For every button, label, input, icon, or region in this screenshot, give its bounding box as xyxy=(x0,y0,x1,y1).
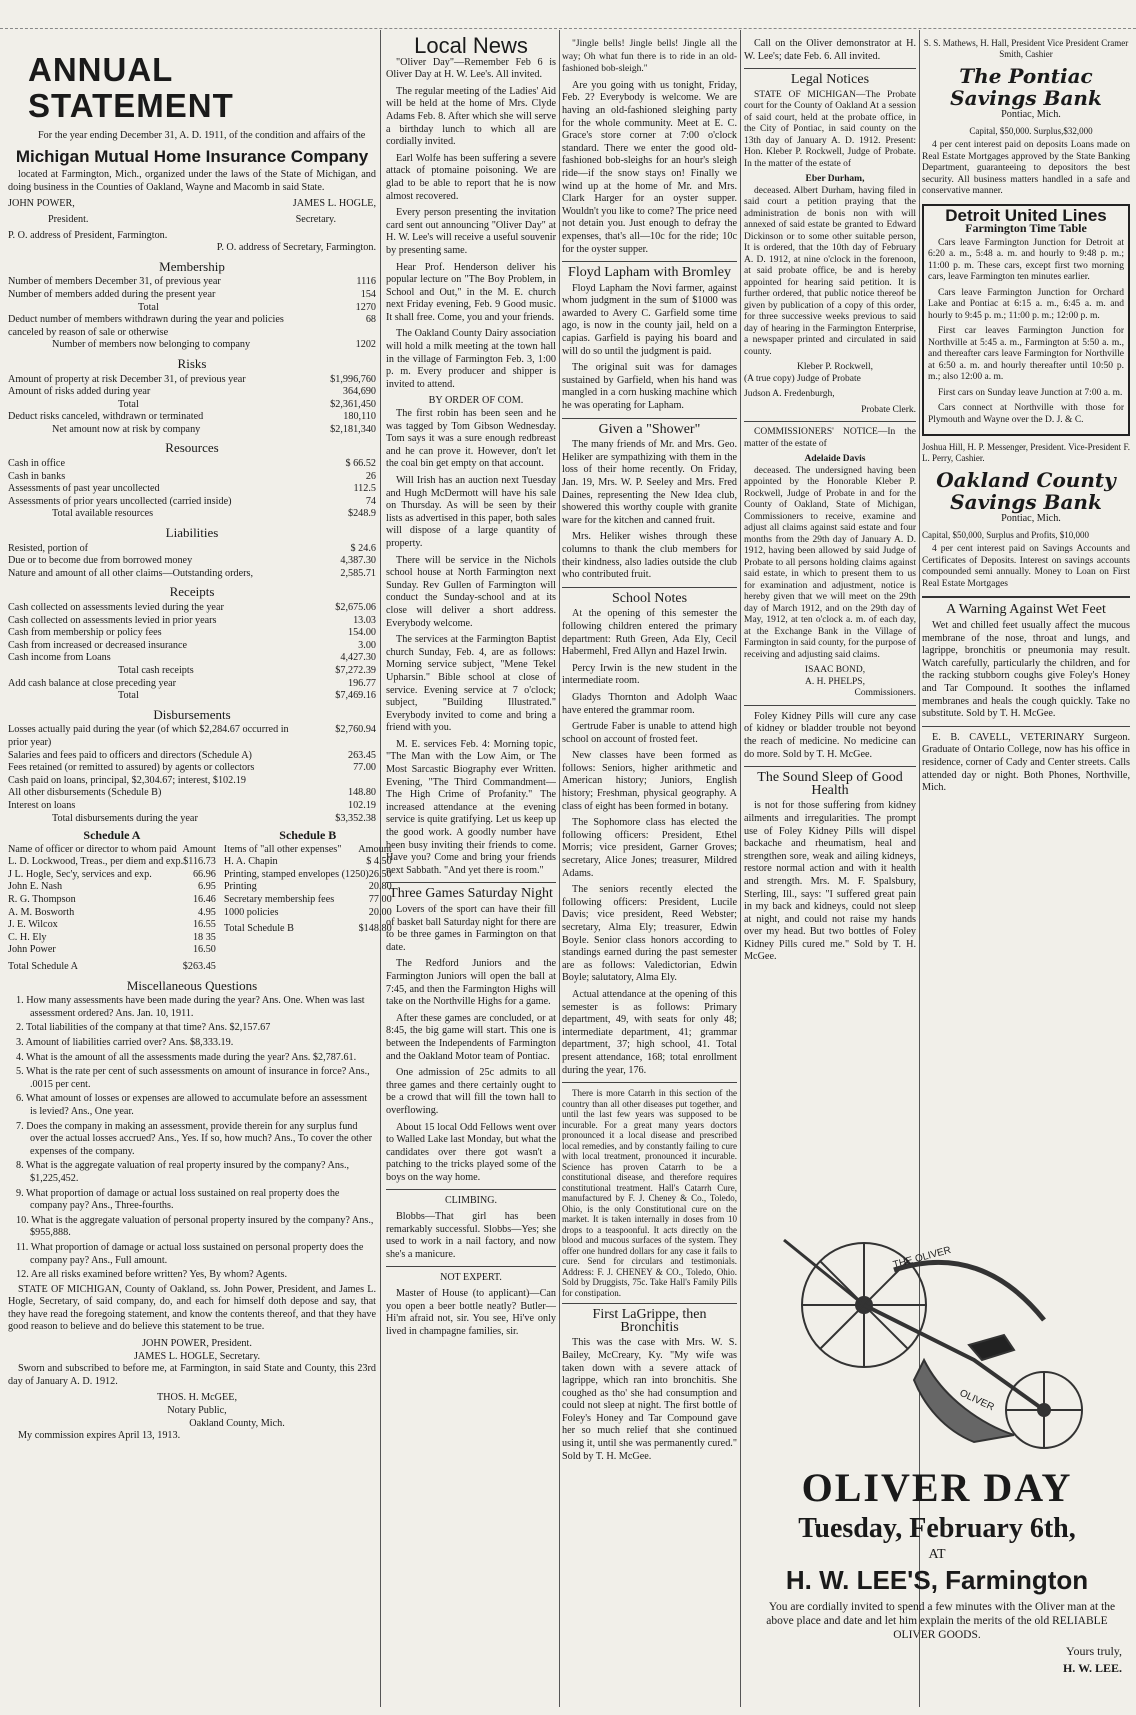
news-item: Floyd Lapham the Novi farmer, against whom judgment in the sum of $1000 was awarded to Avery C. Garfield some time ago, is now in the county jail, held on a capias. Garfield is paying his board and will do so until the judgment is paid. xyxy=(562,282,737,357)
oakland-bank-name: Oakland County Savings Bank xyxy=(936,468,1116,515)
table-row: H. A. Chapin $ 4.50 xyxy=(223,856,392,868)
po-president: P. O. address of President, Farmington. xyxy=(8,229,168,241)
ad-signoff: Yours truly, xyxy=(1065,1644,1122,1658)
commissioners-estate-name: Adelaide Davis xyxy=(804,454,866,465)
table-row: Secretary membership fees 77 00 xyxy=(223,894,392,906)
oakland-capital: Capital, $50,000, Surplus and Profits, $10,000 xyxy=(922,529,1089,540)
table-row: John E. Nash 6.95 xyxy=(8,881,216,893)
table-row: Cash from membership or policy fees 154.00 xyxy=(8,627,376,639)
list-item: 7. Does the company in making an assessment, provide therein for any surplus fund over the actual losses accrued? Ans., Yes. If so, how much? Ans., To cover the other expenses of the company. xyxy=(16,1120,372,1157)
catarrh-ad: There is more Catarrh in this section of the country than all other diseases put together, and until the last few years was supposed to be incurable. For a great many years doctors pronounced it a local disease and prescribed local remedies, and by constantly failing to cure with local treatment, pronounced it incurable. Science has proven Catarrh to be a constitutional disease, and therefore requires constitutional treatment. Hall's Catarrh Cure, manufactured by F. J. Cheney & Co., Toledo, Ohio, is the only Constitutional cure on the market. It is taken internally in doses from 10 drops to a teaspoonful. It acts directly on the blood and mucous surfaces of the system. They offer one hundred dollars for any case it fails to cure. Send for circulars and testimonials. Address: F. J. CHENEY & CO., Toledo, Ohio. Sold by Druggists, 75c. Take Hall's Family Pills for constipation. xyxy=(562,1088,737,1298)
news-item: The services at the Farmington Baptist church Sunday, Feb. 4, are as follows: Morning service subject, "Mene Tekel Upharsin." Bible school at close of service. Evening service at 7 o'clock; subject, "Building Illustrated." Everybody invited to come and bring a friend with you. xyxy=(386,634,556,734)
schedules xyxy=(8,828,392,974)
liabilities-heading: Liabilities xyxy=(165,525,219,541)
ad-title: OLIVER DAY xyxy=(801,1465,1073,1510)
oliver-day-advertisement xyxy=(744,1210,1130,1705)
divider xyxy=(922,596,1130,598)
news-item: Earl Wolfe has been suffering a severe attack of ptomaine poisoning. We are glad to be able to report that he is now almost recovered. xyxy=(386,152,556,202)
table-row: Printing, stamped envelopes (1250) 26.50 xyxy=(223,868,392,880)
table-row: Amount of property at risk December 31, of previous year $1,996,760 xyxy=(8,373,376,385)
commissioner-2: A. H. PHELPS, xyxy=(805,676,865,687)
table-row: Losses actually paid during the year (of which $2,284.67 occurred in prior year) $2,760.94 xyxy=(8,724,376,748)
table-row: Resisted, portion of $ 24.6 xyxy=(8,542,376,554)
local-news-column xyxy=(386,33,556,1705)
table-row: Total disbursements during the year $3,352.38 xyxy=(52,812,376,824)
commission-expiry: My commission expires April 13, 1913. xyxy=(18,1430,181,1442)
table-row: Number of members December 31, of previous year 1116 xyxy=(8,276,376,288)
liabilities-table xyxy=(8,543,376,581)
list-item: 9. What proportion of damage or actual loss sustained on real property does the company pay? Ans., Three-fourths. xyxy=(16,1187,340,1212)
table-row: Cash paid on loans, principal, $2,304.67; interest, $102.19 xyxy=(8,774,246,786)
annual-statement-column xyxy=(8,38,392,1705)
news-item: New classes have been formed as follows: Seniors, higher arithmetic and American history; Juniors, English history; Freshman, physical geography. A class of eight has been formed in botany. xyxy=(562,750,737,812)
oath-signature-2: JAMES L. HOGLE, Secretary. xyxy=(133,1350,261,1362)
column-rule xyxy=(559,30,560,1707)
table-row: All other disbursements (Schedule B) 148.80 xyxy=(8,787,376,799)
table-row: Cash in office $ 66.52 xyxy=(8,458,376,470)
news-item: Master of House (to applicant)—Can you open a beer bottle neatly? Butler—Hi'm afraid not, sir. You see, Hi've only lived in champagne families, sir. xyxy=(386,1288,556,1337)
oliver-call: Call on the Oliver demonstrator at H. W. Lee's; date Feb. 6. All invited. xyxy=(744,38,916,62)
news-order: BY ORDER OF COM. xyxy=(428,395,524,407)
schedule-b xyxy=(224,829,392,974)
pontiac-bank-body: 4 per cent interest paid on deposits Loans made on Real Estate Mortgages approved by the State Banking Department, guaranteeing to depositors the best security. All business matters handled in a safe and conservative manner. xyxy=(922,140,1130,197)
climbing-heading: CLIMBING. xyxy=(445,1195,497,1207)
news-item: M. E. services Feb. 4: Morning topic, "The Man with the Low Aim, or The Most Sarcastic Biography ever Written. Evening, "The Third Commandment—The High Crime of Profanity." The increased attendance at the evening service is quite gratifying. Let us keep up the good work. A goodly number have been busy inviting their friends to come. Have you? Come and bring your friends next Sabbath. "And yet there is room." xyxy=(386,738,556,876)
school-heading: School Notes xyxy=(611,590,688,606)
commissioner-1: ISAAC BOND, xyxy=(804,665,866,676)
list-item: First car leaves Farmington Junction for Northville at 5:45 a. m., Farmington at 5:50 a. m., and thereafter cars leave Farmington for Northville at 6:50 a. m. and hourly thereafter until 10:50 p. m.; also 12:00 a. m. xyxy=(928,326,1124,383)
notary-county: Oakland County, Mich. xyxy=(189,1417,285,1429)
probate-notice-body: deceased. Albert Durham, having filed in said court a petition praying that the administration de bonis non with will annexed of said estate be granted to Edward Dickinson or to some other suitable person, It is ordered, that the 10th day of February A. D. 1912, at nine o'clock in the forenoon, at said probate office, be and is hereby appointed for hearing said petition. It is further ordered, that public notice thereof be given by publication of a copy of this order, for three successive weeks previous to said day of hearing in the Farmington Enterprise, a newspaper printed and circulated in said county. xyxy=(744,185,916,357)
pontiac-officers: S. S. Mathews, H. Hall, President Vice President Cramer Smith, Cashier xyxy=(923,38,1129,59)
oath-signature-1: JOHN POWER, President. xyxy=(142,1338,252,1350)
commissioners-notice: deceased. The undersigned having been appointed by the Honorable Kleber P. Rockwell, Judge of Probate in and for the County of Oakland, State of Michigan, Commissioners to receive, examine and adjust all claims against said estate and four months from the 29th day of January A. D. 1912, having been allowed by said Judge of Probate to all persons holding claims against said estate, in which to present them to us for examination and adjustment, notice is hereby given that we will meet on the 29th day of March 1912, and on the 29th day of May, 1912, at ten o'clock a. m. of each day, at the Exchange Bank in the Village of Farmington in said county, for the purpose of receiving and adjusting said claims. xyxy=(744,465,916,660)
list-item: 11. What proportion of damage or actual loss sustained on personal property does the company pay? Ans., Full amount. xyxy=(16,1241,364,1266)
table-row: Cash income from Loans 4,427.30 xyxy=(8,652,376,664)
company-location: located at Farmington, Mich., organized under the laws of the State of Michigan, and doing business in the Counties of Oakland, Wayne and Macomb in said State. xyxy=(8,169,376,193)
news-item: Are you going with us tonight, Friday, Feb. 2? Everybody is welcome. We are having an old-fashioned sleighing party for the whole community. Meet at E. C. Grace's store corner at 7:00 o'clock standard. There we enter the good old-fashioned bob-sleighs for an hour's sleigh ride—if the snow stays on! Finally we wind up at the home of Mr. and Mrs. Clark Harger for an oyster supper. Wouldn't you like to come? The price need not detain you. Just enough to defray the expenses, that's all—10c for the ride; 10c for the oyster supper. xyxy=(562,79,737,255)
table-row: Add cash balance at close preceding year 196.77 xyxy=(8,677,376,689)
receipts-heading: Receipts xyxy=(169,584,215,600)
page-top-edge xyxy=(0,0,1136,29)
disbursements-table xyxy=(8,724,376,825)
ad-date: Tuesday, February 6th, xyxy=(798,1513,1076,1544)
news-item: The Oakland County Dairy association will hold a milk meeting at the town hall in the village of Farmington Feb. 3, 1:00 p. m. Every producer and shipper is invited to attend. xyxy=(386,328,556,390)
questions-list xyxy=(8,995,376,1281)
president-name: JOHN POWER, xyxy=(8,198,75,210)
probate-estate-name: Eber Durham, xyxy=(805,174,865,185)
list-item: 6. What amount of losses or expenses are allowed to accumulate before an assessment is levied? Ans., One year. xyxy=(16,1093,368,1117)
list-item: 4. What is the amount of all the assessments made during the year? Ans. $2,787.61. xyxy=(16,1051,357,1063)
table-row: Total $2,361,450 xyxy=(118,398,376,410)
wet-feet-heading: A Warning Against Wet Feet xyxy=(946,602,1106,618)
list-item: 3. Amount of liabilities carried over? Ans. $8,333.19. xyxy=(16,1037,234,1048)
dul-subtitle: Farmington Time Table xyxy=(965,221,1087,236)
divider xyxy=(562,1303,737,1304)
table-row: Due or to become due from borrowed money 4,387.30 xyxy=(8,555,376,567)
pontiac-capital: Capital, $50,000. Surplus,$32,000 xyxy=(969,125,1093,136)
kidney-ad: Foley Kidney Pills will cure any case of kidney or bladder trouble not beyond the reach of medicine. No medicine can do more. Sold by T. H. McGee. xyxy=(744,710,916,760)
table-row: Fees retained (or remitted to assured) by agents or collectors 77.00 xyxy=(8,762,376,774)
news-column-3 xyxy=(562,38,737,1705)
sleep-ad: is not for those suffering from kidney ailments and irregularities. The prompt use of Foley Kidney Pills will dispel backache and rheumatism, heal and strengthen sore, weak and ailing kidneys, restore normal action and with it health and strength. Mrs. M. F. Spalsbury, Sterling, Ill., says: "I suffered great pain in my back and kidneys, could not sleep at night, and could not raise my hands over my head. But two bottles of Foley Kidney Pills cured me." Sold by T. H. McGee. xyxy=(744,800,916,963)
oath-text: STATE OF MICHIGAN, County of Oakland, ss. John Power, President, and James L. Hogle, Secretary, of said company, do, and each for himself doth depose and say, that they have read the foregoing statement, and know the contents thereof, and that they have good reason to believe and do believe this statement to be true. xyxy=(8,1283,376,1333)
divider xyxy=(386,882,556,883)
news-item: Actual attendance at the opening of this semester is as follows: Primary department, 49, with seats for only 48; intermediate department, 41; grammar department, 37; high school, 41. Total present attendance, 168; total enrollment during the year, 176. xyxy=(562,988,737,1076)
table-row: R. G. Thompson 16.46 xyxy=(8,894,216,906)
games-heading: Three Games Saturday Night xyxy=(389,886,553,902)
table-row: Total available resources $248.9 xyxy=(52,508,376,520)
table-row: Cash collected on assessments levied during the year $2,675.06 xyxy=(8,602,376,613)
schedule-a-header: Name of officer or director to whom paid Amount xyxy=(8,843,216,855)
news-item: Will Irish has an auction next Tuesday and Hugh McDermott will have his sale on Thursday. As will be seen by their lists as advertised in this paper, both sales will dispose of a large quantity of property. xyxy=(386,475,556,549)
oakland-bank-body: 4 per cent interest paid on Savings Accounts and Certificates of Deposits. Interest on savings accounts compounded semi annually. Money to Loan on First Real Estate Mortgages xyxy=(922,544,1130,589)
table-row: J. E. Wilcox 16.55 xyxy=(8,919,216,931)
schedule-b-total: Total Schedule B $148.80 xyxy=(223,923,392,935)
news-item: The Redford Juniors and the Farmington Juniors will open the ball at 7:45, and then the Farmington Highs will take on the Northville Highs for a game. xyxy=(386,958,556,1008)
banks-column xyxy=(922,38,1130,1205)
list-item: 2. Total liabilities of the company at that time? Ans. $2,157.67 xyxy=(16,1022,271,1034)
notary-name: THOS. H. McGEE, xyxy=(156,1392,238,1404)
commissioners-title: Commissioners. xyxy=(854,688,916,699)
divider xyxy=(386,1189,556,1190)
resources-heading: Resources xyxy=(165,440,219,456)
list-item: 8. What is the aggregate valuation of real property insured by the company? Ans., $1,225,452. xyxy=(16,1160,350,1184)
divider xyxy=(744,766,916,767)
divider xyxy=(744,705,916,706)
news-item: Blobbs—That girl has been remarkably successful. Slobbs—Yes; she used to work in a nail factory, and now she's a manicure. xyxy=(386,1211,556,1260)
divider xyxy=(562,1082,737,1083)
statement-title: ANNUAL STATEMENT xyxy=(28,51,234,124)
news-item: There will be service in the Nichols school house at North Farmington next Sunday. Rev Gullen of Farmington will conduct the Sunday-school and at its close will deliver a short address. Everybody welcome. xyxy=(386,554,556,629)
disbursements-heading: Disbursements xyxy=(153,706,231,722)
expert-heading: NOT EXPERT. xyxy=(440,1272,502,1284)
oakland-bank-place: Pontiac, Mich. xyxy=(1001,513,1061,525)
table-row: Total 1270 xyxy=(138,301,376,313)
probate-notice: STATE OF MICHIGAN—The Probate court for the County of Oakland At a session of said court, held at the probate office, in the City of Pontiac, in said county on the 13th day of January A. D. 1912. Present: Hon. Kleber P. Rockwell, Judge of Probate. In the matter of the estate of xyxy=(744,89,916,169)
lagrippe-heading: First LaGrippe, then Bronchitis xyxy=(592,1307,707,1335)
plow-label: THE OLIVER xyxy=(891,1244,953,1271)
table-row: J L. Hogle, Sec'y, services and exp. 66.96 xyxy=(8,868,216,880)
table-row: A. M. Bosworth 4.95 xyxy=(8,906,216,918)
news-item: One admission of 25c admits to all three games and there certainly ought to be a crowd that will fill the town hall to overflowing. xyxy=(386,1067,556,1116)
statement-intro: For the year ending December 31, A. D. 1911, of the condition and affairs of the xyxy=(38,130,366,141)
table-row: Interest on loans 102.19 xyxy=(8,799,376,811)
news-item: The Sophomore class has elected the following officers: President, Ethel Morris; vice president, Garner Groves; secretary, Alice Jones; treasurer, Mildred Adams. xyxy=(562,817,737,879)
table-row: Number of members now belonging to company 1202 xyxy=(52,339,376,351)
column-rule xyxy=(740,30,741,1707)
dul-title: Detroit United Lines xyxy=(945,205,1107,225)
news-item: At the opening of this semester the following children entered the primary department: Ruth Green, Ada Ely, Cecil Habermehl, Fred Allyn and Hazel Irwin. xyxy=(562,608,737,658)
bromley-heading: Floyd Lapham with Bromley xyxy=(568,265,731,281)
receipts-table xyxy=(8,602,376,703)
table-row: Assessments of past year uncollected 112.5 xyxy=(8,483,376,495)
news-item: Percy Irwin is the new student in the intermediate room. xyxy=(562,662,737,687)
news-item: After these games are concluded, or at 8:45, the big game will start. This one is between the Independents of Farmington and the Oakland Motor team of Pontiac. xyxy=(386,1012,556,1062)
probate-clerk-title: Probate Clerk. xyxy=(861,404,916,415)
divider xyxy=(386,1266,556,1267)
commissioners-heading: COMMISSIONERS' NOTICE—In the matter of the estate of xyxy=(744,427,916,449)
legal-notices-column xyxy=(744,38,916,1205)
news-item: The original suit was for damages sustained by Garfield, when his hand was mangled in a corn husking machine which he was operating for Lapham. xyxy=(562,362,737,412)
risks-heading: Risks xyxy=(177,355,207,371)
list-item: 5. What is the rate per cent of such assessments on amount of insurance in force? Ans., .0015 per cent. xyxy=(16,1066,370,1090)
table-row: Cash in banks 26 xyxy=(8,470,376,482)
news-item: "Oliver Day"—Remember Feb 6 is Oliver Day at H. W. Lee's. All invited. xyxy=(386,56,556,81)
membership-heading: Membership xyxy=(159,258,225,274)
risks-table xyxy=(8,374,376,437)
membership-table xyxy=(8,276,376,352)
table-row: Cash from increased or decreased insurance 3.00 xyxy=(8,639,376,651)
list-item: Cars connect at Northville with those for Plymouth and Wayne over the D. J. & C. xyxy=(928,403,1124,425)
news-item: The regular meeting of the Ladies' Aid will be held at the home of Mrs. Clyde Adams Feb. 8. After which she will serve a birthday lunch to which all are cordially invited. xyxy=(386,85,556,148)
news-item: Every person presenting the invitation card sent out announcing "Oliver Day" at H. W. Lee's will receive a useful souvenir by presenting same. xyxy=(386,207,556,256)
table-row: Cash collected on assessments levied in prior years 13.03 xyxy=(8,614,376,626)
secretary-name: JAMES L. HOGLE, xyxy=(292,198,376,210)
ad-body: You are cordially invited to spend a few minutes with the Oliver man at the above place and date and let him explain the merits of the old RELIABLE OLIVER GOODS. xyxy=(766,1601,1116,1641)
table-row: Deduct risks canceled, withdrawn or terminated 180,110 xyxy=(8,411,376,423)
divider xyxy=(562,261,737,262)
table-row: Net amount now at risk by company $2,181,340 xyxy=(52,423,376,435)
news-item: The first robin has been seen and he was tagged by Tom Gibson Wednesday. Tom says it was a sure enough redbreast and he can prove it. However, don't let the coal bin get empty on that account. xyxy=(386,408,556,470)
list-item: First cars on Sunday leave Junction at 7:00 a. m. xyxy=(938,387,1123,398)
news-item: Lovers of the sport can have their fill of basket ball Saturday night for there are to be three games in Farmington on that date. xyxy=(386,904,556,953)
divider xyxy=(562,418,737,419)
sworn-text: Sworn and subscribed to before me, at Farmington, in said State and County, this 23rd day of January A. D. 1912. xyxy=(8,1363,376,1387)
probate-signature: Kleber P. Rockwell, xyxy=(797,362,873,373)
news-item: About 15 local Odd Fellows went over to Walled Lake last Monday, but what the candidates over there got wasn't a patching to the tricks played some of the boys on the way home. xyxy=(386,1121,556,1183)
table-row: Number of members added during the present year 154 xyxy=(8,288,376,300)
pontiac-bank-name: The Pontiac Savings Bank xyxy=(950,64,1102,110)
schedule-b-header: Items of "all other expenses" Amount xyxy=(223,843,392,855)
probate-signature-line: (A true copy) Judge of Probate xyxy=(744,373,861,384)
legal-heading: Legal Notices xyxy=(790,72,870,88)
local-news-title: Local News xyxy=(414,33,528,58)
table-row: Salaries and fees paid to officers and directors (Schedule A) 263.45 xyxy=(8,749,376,761)
list-item: Cars leave Farmington Junction for Detroit at 6:20 a. m., 5:48 a. m. and hourly to 9:48 p. m.; 11:00 p. m. These cars, except first two morning cars, leave Farmington ten minutes earlier. xyxy=(928,237,1124,283)
probate-clerk-name: Judson A. Fredenburgh, xyxy=(744,389,835,400)
ad-store: H. W. LEE'S, Farmington xyxy=(785,1565,1089,1595)
table-row: Printing 20.80 xyxy=(223,881,392,893)
list-item: 12. Are all risks examined before written? Yes, By whom? Agents. xyxy=(16,1269,288,1281)
table-row: C. H. Ely 18 35 xyxy=(8,931,216,943)
sleep-heading: The Sound Sleep of Good Health xyxy=(757,770,903,798)
list-item: 10. What is the aggregate valuation of personal property insured by the company? Ans., $955,888. xyxy=(16,1214,374,1239)
table-row: Total $7,469.16 xyxy=(118,690,376,702)
plow-label: OLIVER xyxy=(957,1387,996,1414)
divider xyxy=(744,421,916,422)
officers-line xyxy=(8,198,376,211)
po-secretary: P. O. address of Secretary, Farmington. xyxy=(216,242,376,254)
list-item: 1. How many assessments have been made during the year? Ans. One. When was last assessment ordered? Ans. Jan. 10, 1911. xyxy=(16,995,365,1019)
resources-table xyxy=(8,458,376,521)
veterinary-ad: E. B. CAVELL, VETERINARY Surgeon. Graduate of Ontario College, now has his office in residence, corner of Cady and Center streets. Calls attended day or night. Both Phones, Northville, Mich. xyxy=(922,731,1130,794)
schedule-a-total: Total Schedule A $263.45 xyxy=(8,961,216,973)
news-item: The seniors recently elected the following officers: President, Lucile Davis; vice president, Reed Webster; secretary, Alma Ely; treasurer, Edwin Boyle. Senior class honors according to standings earned during the past semester are as follows: Valedictorian, Edwin Boyle; salutatory, Alma Ely. xyxy=(562,884,737,984)
table-row: Deduct number of members withdrawn during the year and policies canceled by reason of sale or otherwise 68 xyxy=(8,314,376,338)
list-item: Cars leave Farmington Junction for Orchard Lake and Pontiac at 6:15 a. m., 6:45 a. m. and hourly to 9:45 p. m.; 11:00 p. m.; 12:00 p. m. xyxy=(928,287,1124,321)
schedule-b-heading: Schedule B xyxy=(279,828,337,843)
table-row: Amount of risks added during year 364,690 xyxy=(8,386,376,398)
news-item: Mrs. Heliker wishes through these columns to thank the club members for their kindness, also ladies outside the club who contributed fruit. xyxy=(562,531,737,581)
officer-titles xyxy=(8,214,376,227)
divider xyxy=(562,587,737,588)
wet-feet-ad: Wet and chilled feet usually affect the mucous membrane of the nose, throat and lungs, and lagrippe, bronchitis or pneumonia may result. Watch carefully, particularly the children, and for the racking stubborn coughs give Foley's Honey and Tar Compound. It soothes the inflamed membranes and heals the cough quickly. Take no substitute. Sold by T. H. McGee. xyxy=(922,619,1130,720)
news-item: Gladys Thornton and Adolph Waac have entered the grammar room. xyxy=(562,691,737,716)
schedule-a xyxy=(8,829,216,974)
president-title: President. xyxy=(48,213,89,225)
ad-signature: H. W. LEE. xyxy=(1062,1661,1122,1675)
oakland-officers: Joshua Hill, H. P. Messenger, President. Vice-President F. L. Perry, Cashier. xyxy=(922,442,1130,463)
plow-illustration-icon xyxy=(744,1210,1130,1460)
secretary-title: Secretary. xyxy=(295,213,336,225)
ad-at: AT xyxy=(928,1547,946,1562)
questions-heading: Miscellaneous Questions xyxy=(126,977,258,993)
news-item: Gertrude Faber is unable to attend high school on account of frosted feet. xyxy=(562,721,737,745)
table-row: Assessments of prior years uncollected (carried inside) 74 xyxy=(8,495,376,507)
notary-title: Notary Public, xyxy=(167,1405,227,1417)
table-row: Nature and amount of all other claims—Outstanding orders, 2,585.71 xyxy=(8,567,376,579)
schedule-a-heading: Schedule A xyxy=(83,828,141,843)
detroit-united-lines-box xyxy=(922,204,1130,437)
company-name: Michigan Mutual Home Insurance Company xyxy=(15,146,369,166)
pontiac-bank-place: Pontiac, Mich. xyxy=(1001,109,1061,120)
divider xyxy=(744,68,916,69)
table-row: 1000 policies 20.00 xyxy=(223,906,392,918)
table-row: L. D. Lockwood, Treas., per diem and exp. $116.73 xyxy=(8,856,216,868)
news-item: Hear Prof. Henderson deliver his popular lecture on "The Boy Problem, in School and Out," in the M. E. church next Friday evening, Feb. 9 Good music. It shall free. Come, you and your friends. xyxy=(386,261,556,323)
table-row: John Power 16.50 xyxy=(8,944,216,956)
jingle-verse: "Jingle bells! Jingle bells! Jingle all the way; Oh what fun there is to ride in an old-fashioned bob-sleigh." xyxy=(562,39,737,75)
news-item: The many friends of Mr. and Mrs. Geo. Heliker are sympathizing with them in the loss of their home recently. On Friday, Jan. 19, Mrs. W. P. Seeley and Mrs. Fred Daines, representing the New Idea club, showered this worthy couple with granite ware for the kitchen and canned fruit. xyxy=(562,439,737,526)
shower-heading: Given a "Shower" xyxy=(598,421,701,437)
divider xyxy=(922,726,1130,727)
news-item: This was the case with Mrs. W. S. Bailey, McCreary, Ky. "My wife was taken down with a severe attack of lagrippe, which ran into bronchitis. She coughed as tho' she had consumption and could not sleep at night. The first bottle of Foley's Honey and Tar Compound gave her so much relief that she continued using it, until she was permanently cured." Sold by T. H. McGee. xyxy=(562,1337,737,1462)
table-row: Total cash receipts $7,272.39 xyxy=(118,664,376,676)
